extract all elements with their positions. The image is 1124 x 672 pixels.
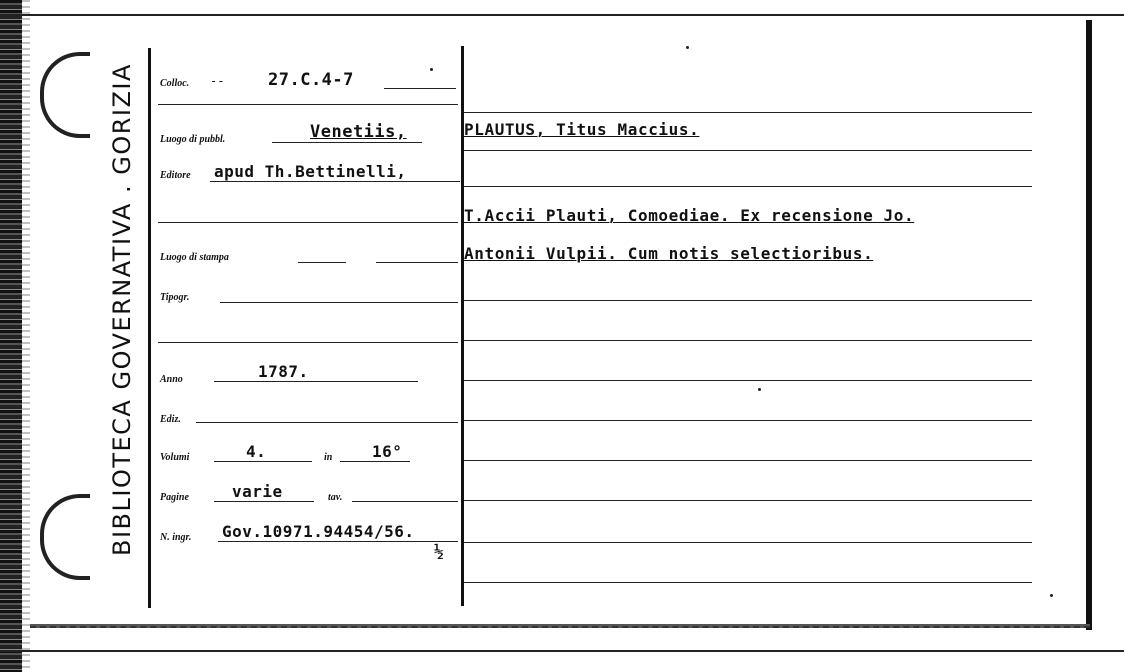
- n-ingr-label: N. ingr.: [160, 532, 192, 543]
- colloc-dash: --: [210, 74, 225, 88]
- pagine-label: Pagine: [160, 492, 189, 503]
- ediz-label: Ediz.: [160, 414, 181, 425]
- volumi-in-label: in: [324, 452, 333, 463]
- luogo-stampa-underline-a: [298, 262, 346, 263]
- luogo-pubbl-underline: [272, 142, 422, 143]
- n-ingr-underline: [218, 541, 458, 542]
- right-rule-4: [464, 300, 1032, 301]
- scan-edge-left: [0, 0, 22, 672]
- ediz-underline: [196, 422, 458, 423]
- left-margin-rule: [148, 48, 151, 608]
- punch-hole-top: [40, 52, 90, 138]
- card-right-edge: [1086, 20, 1092, 630]
- card-top-edge: [0, 14, 1124, 16]
- entry-title-line-2: Antonii Vulpii. Cum notis selectioribus.: [464, 244, 874, 263]
- anno-label: Anno: [160, 374, 183, 385]
- volumi-label: Volumi: [160, 452, 190, 463]
- right-rule-11: [464, 582, 1032, 583]
- entry-author: PLAUTUS, Titus Maccius.: [464, 120, 700, 139]
- right-rule-9: [464, 500, 1032, 501]
- right-rule-6: [464, 380, 1032, 381]
- luogo-pubbl-label: Luogo di pubbl.: [160, 134, 226, 145]
- luogo-stampa-underline-b: [376, 262, 458, 263]
- volumi-format: 16°: [372, 442, 403, 461]
- punch-hole-bottom: [40, 494, 90, 580]
- scan-edge-shadow: [22, 0, 30, 672]
- right-rule-7: [464, 420, 1032, 421]
- editore-value: apud Th.Bettinelli,: [214, 162, 407, 181]
- colloc-underline: [384, 88, 456, 89]
- luogo-pubbl-value: Venetiis,: [310, 122, 407, 142]
- card-bottom-edge: [0, 650, 1124, 652]
- editore-underline: [210, 181, 460, 182]
- row-rule-3: [158, 342, 458, 343]
- editore-label: Editore: [160, 170, 191, 181]
- tipogr-label: Tipogr.: [160, 292, 190, 303]
- pagine-tav-underline: [352, 501, 458, 502]
- volumi-underline: [214, 461, 312, 462]
- pagine-value: varie: [232, 482, 283, 501]
- right-rule-10: [464, 542, 1032, 543]
- n-ingr-value: Gov.10971.94454/56.: [222, 522, 415, 541]
- pagine-tav-label: tav.: [328, 492, 343, 503]
- right-rule-5: [464, 340, 1032, 341]
- anno-value: 1787.: [258, 362, 309, 381]
- entry-title-line-1: T.Accii Plauti, Comoediae. Ex recensione Jo.: [464, 206, 915, 225]
- right-rule-2: [464, 150, 1032, 151]
- volumi-format-underline: [340, 461, 410, 462]
- n-ingr-note: ½: [434, 542, 445, 561]
- scan-speck: [1050, 594, 1053, 597]
- right-rule-8: [464, 460, 1032, 461]
- scan-speck: [430, 68, 433, 71]
- tipogr-underline: [220, 302, 458, 303]
- colloc-value: 27.C.4-7: [268, 70, 354, 90]
- row-rule-2: [158, 222, 458, 223]
- right-rule-3: [464, 186, 1032, 187]
- library-stamp: BIBLIOTECA GOVERNATIVA . GORIZIA: [108, 63, 136, 556]
- right-rule-1: [464, 112, 1032, 113]
- colloc-label: Colloc.: [160, 78, 190, 89]
- scan-speck: [686, 46, 689, 49]
- volumi-value: 4.: [246, 442, 267, 461]
- luogo-stampa-label: Luogo di stampa: [160, 252, 229, 263]
- scan-speck: [758, 388, 761, 391]
- pagine-underline: [214, 501, 314, 502]
- card-bottom-border: [30, 624, 1090, 628]
- row-rule-1: [158, 104, 458, 105]
- anno-underline: [214, 381, 418, 382]
